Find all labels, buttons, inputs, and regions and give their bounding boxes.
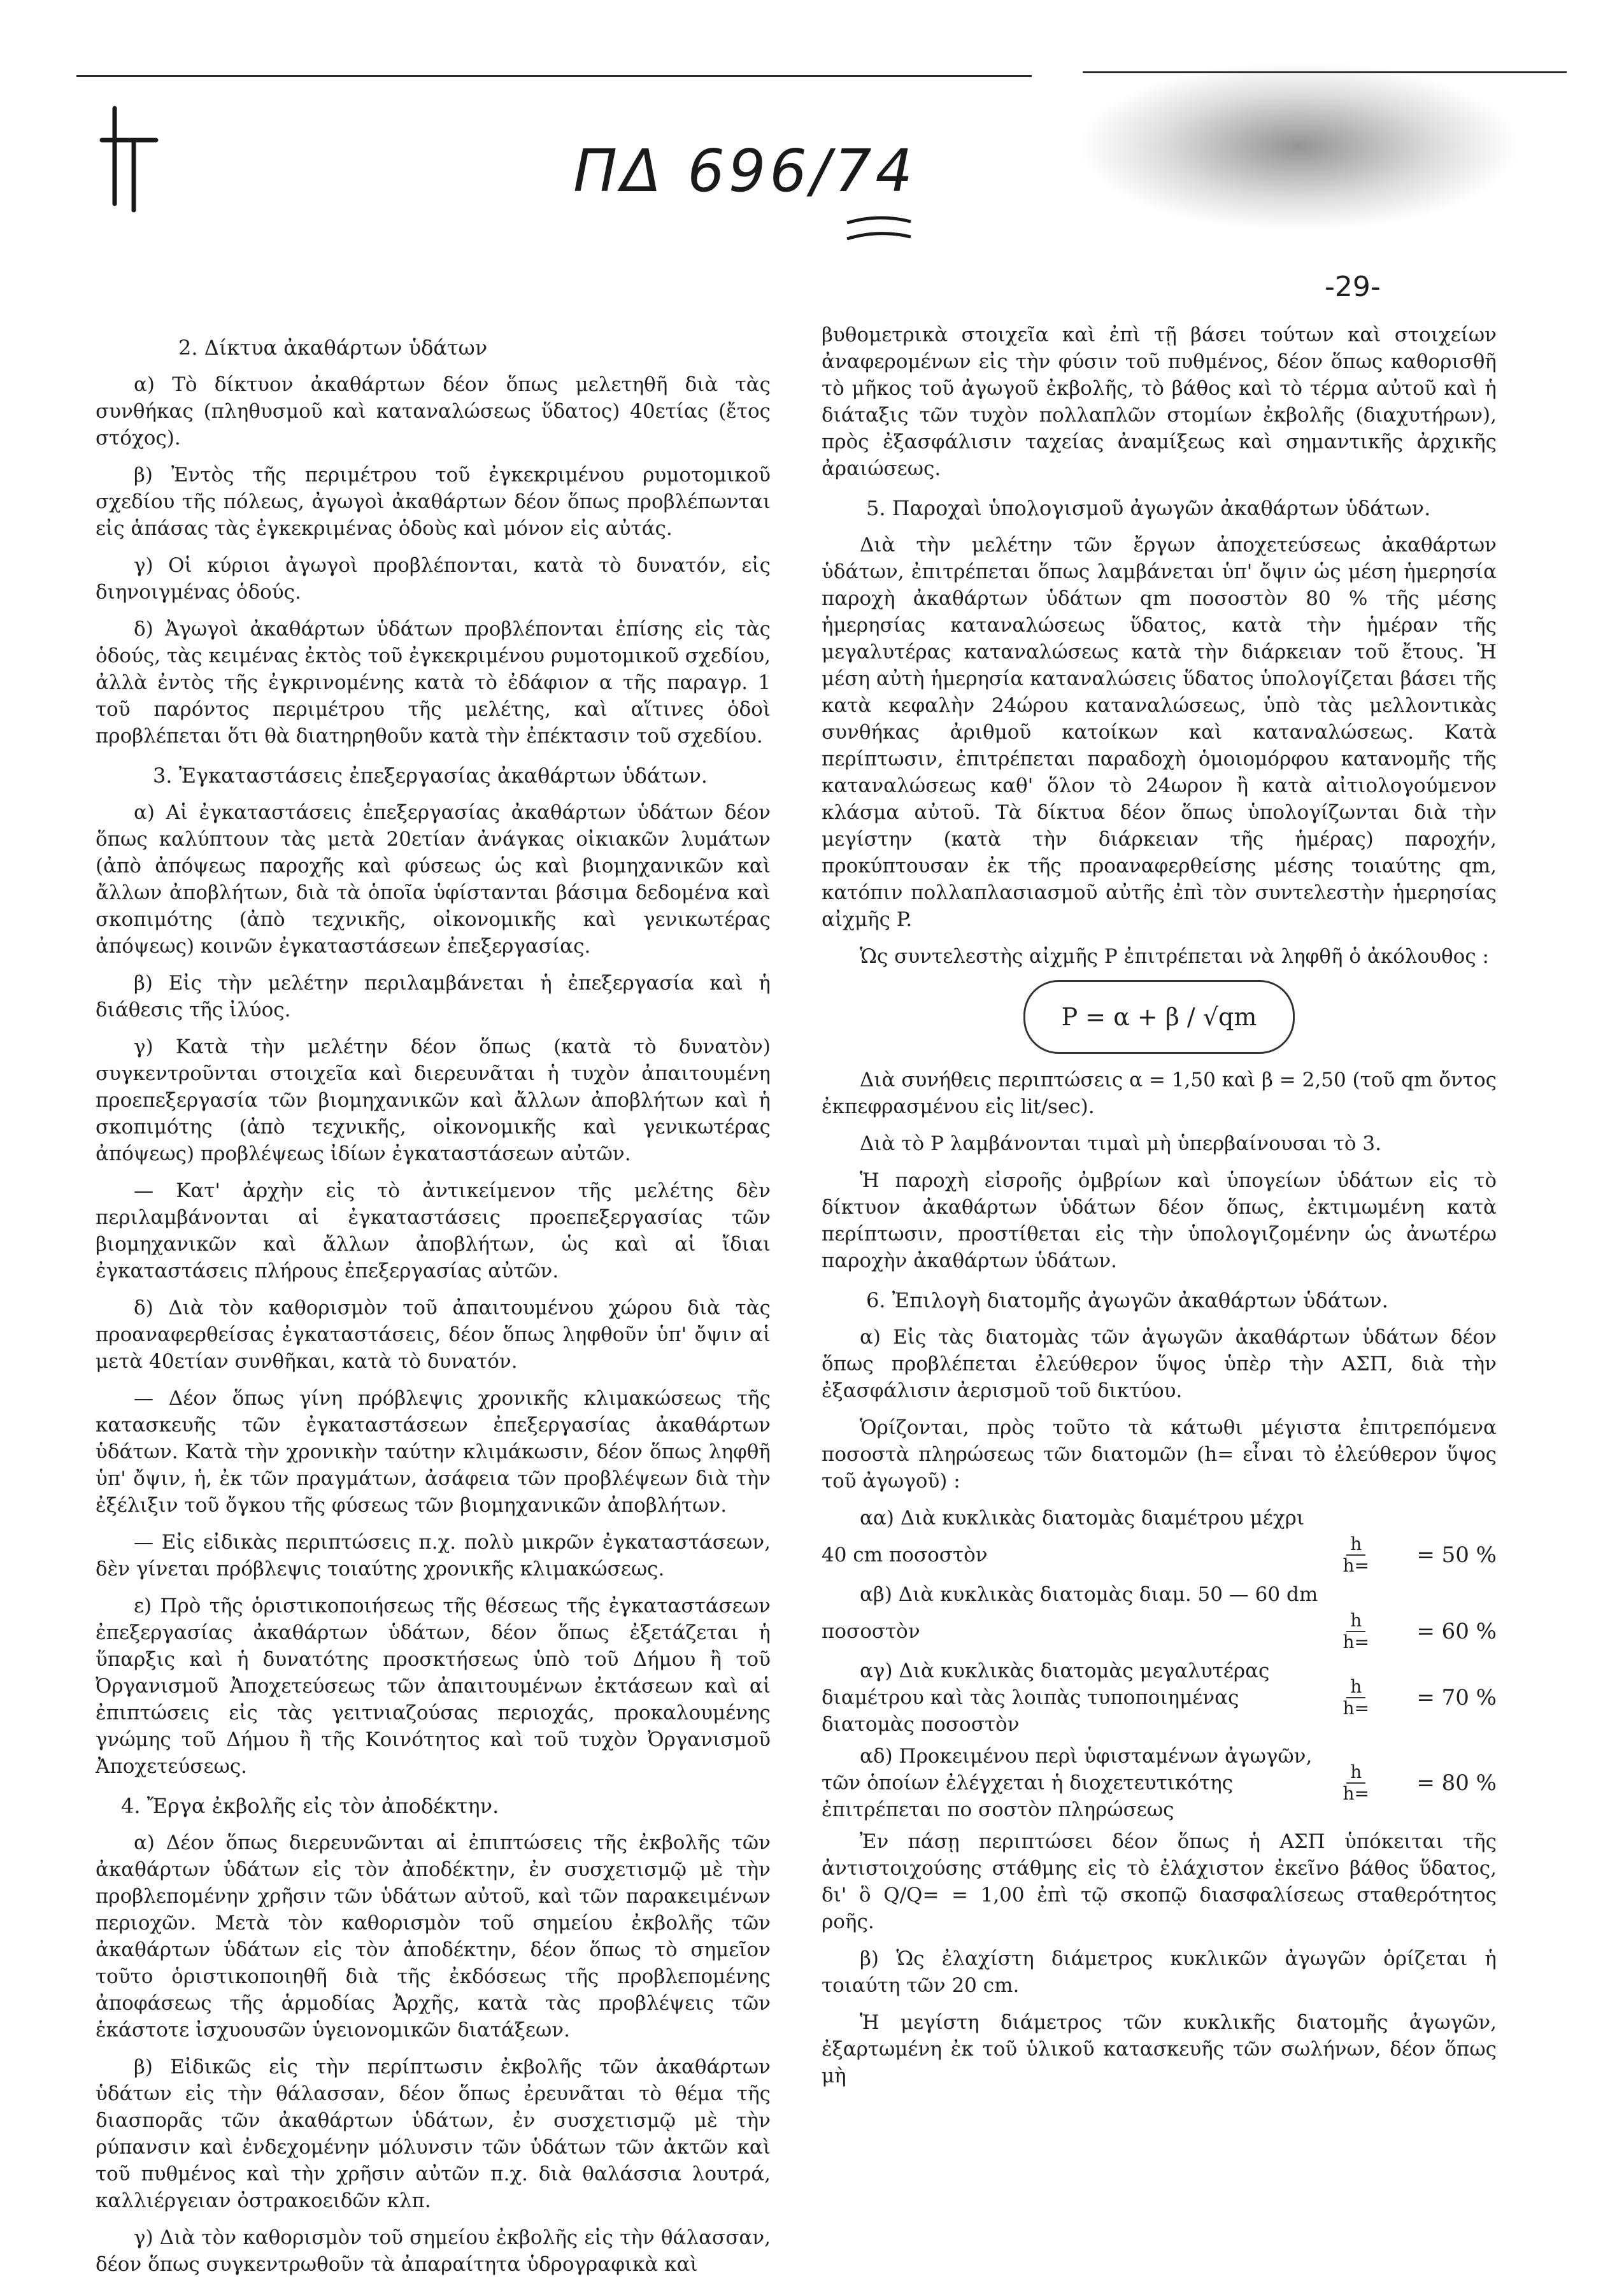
s6-a3: Ἐν πάσῃ περιπτώσει δέον ὅπως ἡ ΑΣΠ ὑπόκειται τῆς ἀντιστοιχούσης στάθμης εἰς τὸ ἐλάχιστον ἐκεῖνο βάθος ὕδατος, δι' ὃ Q/Q= = 1,00 ἐπὶ τῷ σκοπῷ διασφαλίσεως σταθερότητος ροῆς. [822, 1830, 1497, 1933]
s3-d-note-2: — Εἰς εἰδικὰς περιπτώσεις π.χ. πολὺ μικρῶν ἐγκαταστάσεων, δὲν γίνεται πρόβλεψις τοιαύτης χρονικῆς κλιμακώσεως. [96, 1531, 771, 1581]
s5-p4: Διὰ τὸ P λαμβάνονται τιμαὶ μὴ ὑπερβαίνουσαι τὸ 3. [860, 1132, 1381, 1155]
ad-fraction: $\frac{h}{h=}$ [1343, 1761, 1369, 1804]
aa-fraction: $\frac{h}{h=}$ [1343, 1533, 1369, 1576]
aa-label: αα) Διὰ κυκλικὰς διατομὰς διαμέτρου μέχρι [860, 1507, 1304, 1530]
right-column [822, 322, 1497, 2100]
aa-row [822, 1534, 1497, 1576]
section-6-title: 6. Ἐπιλογὴ διατομῆς ἀγωγῶν ἀκαθάρτων ὑδάτων. [866, 1288, 1388, 1312]
s6-b2: Ἡ μεγίστη διάμετρος τῶν κυκλικῆς διατομῆς ἀγωγῶν, ἐξαρτωμένη ἐκ τοῦ ὑλικοῦ κατασκευῆς τῶν σωλήνων, δέον ὅπως μὴ [822, 2011, 1497, 2087]
aa-value: = 50 % [1416, 1542, 1497, 1568]
left-column [96, 322, 771, 2288]
s2-b: β) Ἐντὸς τῆς περιμέτρου τοῦ ἐγκεκριμένου ρυμοτομικοῦ σχεδίου τῆς πόλεως, ἀγωγοὶ ἀκαθάρτων δέον ὅπως προβλέπωνται εἰς ἁπάσας τὰς ἐγκεκριμένας ὁδοὺς καὶ μόνον εἰς αὐτάς. [96, 464, 771, 540]
s6-a2: Ὁρίζονται, πρὸς τοῦτο τὰ κάτωθι μέγιστα ἐπιτρεπόμενα ποσοστὰ πληρώσεως τῶν διατομῶν (h= εἶναι τὸ ἐλεύθερον ὕψος τοῦ ἀγωγοῦ) : [822, 1416, 1497, 1493]
page-number: -29- [1325, 271, 1381, 303]
ag-row [822, 1658, 1497, 1738]
top-rule-left [76, 75, 1032, 77]
s3-c: γ) Κατὰ τὴν μελέτην δέον ὅπως (κατὰ τὸ δυνατὸν) συγκεντροῦνται στοιχεῖα καὶ διερευνᾶται ἡ τυχὸν ἀπαιτουμένη προεπεξεργασία τῶν βιομηχανικῶν καὶ ἄλλων ἀποβλήτων καὶ ἡ σκοπιμότης (ἀπὸ τεχνικῆς, οἰκονομικῆς καὶ γενικωτέρας ἀπόψεως) προβλέψεως ἰδίων ἐγκαταστάσεων αὐτῶν. [96, 1035, 771, 1165]
aa-row-label: 40 cm ποσοστὸν [822, 1544, 988, 1567]
s3-d-note-1: — Δέον ὅπως γίνη πρόβλεψις χρονικῆς κλιμακώσεως τῆς κατασκευῆς τῶν ἐγκαταστάσεων ἐπεξεργασίας ἀκαθάρτων ὑδάτων. Κατὰ τὴν χρονικὴν ταύτην κλιμάκωσιν, δέον ὅπως ληφθῆ ὑπ' ὄψιν, ἡ, ἐκ τῶν πραγμάτων, ἀσάφεια τῶν προβλέψεων διὰ τὴν ἐξέλιξιν τοῦ ὄγκου τῆς φύσεως τῶν βιομηχανικῶν ἀποβλήτων. [96, 1387, 771, 1517]
scan-smudge [1083, 64, 1516, 229]
s5-p1: Διὰ τὴν μελέτην τῶν ἔργων ἀποχετεύσεως ἀκαθάρτων ὑδάτων, ἐπιτρέπεται ὅπως λαμβάνεται ὑπ' ὄψιν ὡς μέση ἡμερησία παροχὴ ἀκαθάρτων ὑδάτων qm ποσοστὸν 80 % τῆς μέσης ἡμερησίας καταναλώσεως ὕδατος, κατὰ τὴν ἡμέραν τῆς μεγαλυτέρας καταναλώσεως κατὰ τὴν διάρκειαν τοῦ ἔτους. Ἡ μέση αὐτὴ ἡμερησία καταναλώσεις ὕδατος ὑπολογίζεται βάσει τῆς κατὰ κεφαλὴν 24ώρου καταναλώσεως, ὑπὸ τὰς μελλοντικὰς συνθήκας ἀριθμοῦ κατοίκων καὶ καταναλώσεως. Κατὰ περίπτωσιν, ἐπιτρέπεται παραδοχὴ ὁμοιομόρφου κατανομῆς τῆς καταναλώσεως καθ' ὅλον τὸ 24ωρον ἢ κατὰ αἰτιολογούμενον κλάσμα αὐτοῦ. Τὰ δίκτυα δέον ὅπως ὑπολογίζωνται διὰ τὴν μεγίστην (κατὰ τὴν διάρκειαν τῆς ἡμέρας) παροχήν, προκύπτουσαν ἐκ τῆς προαναφερθείσης μέσης τοιαύτης qm, κατόπιν πολλαπλασιασμοῦ αὐτῆς ἐπὶ τὸν συντελεστὴν ἡμερησίας αἰχμῆς P. [822, 534, 1497, 931]
s5-p5: Ἡ παροχὴ εἰσροῆς ὀμβρίων καὶ ὑπογείων ὑδάτων εἰς τὸ δίκτυον ἀκαθάρτων ὑδάτων δέον ὅπως, ἐκτιμωμένη κατὰ περίπτωσιν, προστίθεται εἰς τὴν ὑπολογιζομένην ὡς ἀνωτέρω παροχὴν ἀκαθάρτων ὑδάτων. [822, 1169, 1497, 1272]
s5-p3: Διὰ συνήθεις περιπτώσεις α = 1,50 καὶ β = 2,50 (τοῦ qm ὄντος ἐκπεφρασμένου εἰς lit/sec). [822, 1069, 1497, 1118]
s6-b: β) Ὡς ἐλαχίστη διάμετρος κυκλικῶν ἀγωγῶν ὁρίζεται ἡ τοιαύτη τῶν 20 cm. [822, 1947, 1497, 1997]
ag-value: = 70 % [1416, 1685, 1497, 1710]
ag-fraction: $\frac{h}{h=}$ [1343, 1676, 1369, 1719]
s6-a: α) Εἰς τὰς διατομὰς τῶν ἀγωγῶν ἀκαθάρτων ὑδάτων δέον ὅπως προβλέπεται ἐλεύθερον ὕψος ὑπὲρ τὴν ΑΣΠ, διὰ τὴν ἐξασφάλισιν ἀερισμοῦ τοῦ δικτύου. [822, 1326, 1497, 1402]
section-3-title: 3. Ἐγκαταστάσεις ἐπεξεργασίας ἀκαθάρτων ὑδάτων. [153, 764, 708, 788]
s4-a: α) Δέον ὅπως διερευνῶνται αἱ ἐπιπτώσεις τῆς ἐκβολῆς τῶν ἀκαθάρτων ὑδάτων εἰς τὸν ἀποδέκτην, ἐν συσχετισμῷ μὲ τὴν προβλεπομένην χρῆσιν τῶν ὑδάτων αὐτοῦ, καὶ τῶν παρακειμένων περιοχῶν. Μετὰ τὸν καθορισμὸν τοῦ σημείου ἐκβολῆς τῶν ἀκαθάρτων ὑδάτων εἰς τὸν ἀποδέκτην, δέον ὅπως τὸ σημεῖον τοῦτο ὁριστικοποιηθῆ διὰ τῆς ἐκδόσεως τῆς προβλεπομένης ἀποφάσεως τῆς ἁρμοδίας Ἀρχῆς, κατὰ τὰς προβλέψεις τῶν ἑκάστοτε ἰσχυουσῶν ὑγειονομικῶν διατάξεων. [96, 1831, 771, 2042]
handwritten-reference: ΠΔ 696/74 [573, 137, 917, 205]
s2-a: α) Τὸ δίκτυον ἀκαθάρτων δέον ὅπως μελετηθῆ διὰ τὰς συνθήκας (πληθυσμοῦ καὶ καταναλώσεως ὕδατος) 40ετίας (ἔτος στόχος). [96, 373, 771, 450]
ad-label: αδ) Προκειμένου περὶ ὑφισταμένων ἀγωγῶν, τῶν ὁποίων ἐλέγχεται ἡ διοχετευτικότης ἐπιτρέπεται πο σοστὸν πληρώσεως [822, 1745, 1313, 1821]
handwritten-underline [841, 210, 917, 248]
s2-c: γ) Οἱ κύριοι ἀγωγοὶ προβλέπονται, κατὰ τὸ δυνατόν, εἰς διηνοιγμένας ὁδούς. [96, 554, 771, 604]
ab-value: = 60 % [1416, 1619, 1497, 1644]
ad-row [822, 1743, 1497, 1823]
s4-b: β) Εἰδικῶς εἰς τὴν περίπτωσιν ἐκβολῆς τῶν ἀκαθάρτων ὑδάτων εἰς τὴν θάλασσαν, δέον ὅπως ἐρευνᾶται τὸ θέμα τῆς διασπορᾶς τῶν ἀκαθάρτων ὑδάτων, ἐν συσχετισμῷ μὲ τὴν ρύπανσιν καὶ ἐνδεχομένην μόλυνσιν τῶν ὑδάτων τῶν ἀκτῶν καὶ τοῦ πυθμένος καὶ τὴν χρῆσιν αὐτῶν π.χ. διὰ θαλάσσια λουτρά, καλλιέργειαν ὀστρακοειδῶν κλπ. [96, 2056, 771, 2212]
ab-row-label: ποσοστὸν [822, 1620, 920, 1643]
peak-factor-formula: P = α + β / √qm [1023, 980, 1295, 1054]
ab-fraction: $\frac{h}{h=}$ [1343, 1610, 1369, 1652]
s3-e: ε) Πρὸ τῆς ὁριστικοποιήσεως τῆς θέσεως τῆς ἐγκαταστάσεων ἐπεξεργασίας ἀκαθάρτων ὑδάτων, δέον ὅπως ἐξετάζεται ἡ ὕπαρξις καὶ ἡ δυνατότης προσκτήσεως ὑπὸ τοῦ Δήμου ἢ τοῦ Ὀργανισμοῦ Ἀποχετεύσεως τῶν ἀπαιτουμένων ἐκτάσεων καὶ αἱ ἐπιπτώσεις εἰς τὰς γειτνιαζούσας περιοχάς, προκαλουμένης γνώμης τοῦ Δήμου ἢ τῆς Κοινότητος καὶ τοῦ τυχὸν Ὀργανισμοῦ Ἀποχετεύσεως. [96, 1595, 771, 1778]
ab-row [822, 1610, 1497, 1652]
handwritten-corner-mark [96, 102, 166, 217]
section-4-title: 4. Ἔργα ἐκβολῆς εἰς τὸν ἀποδέκτην. [121, 1794, 499, 1818]
s4-c-continued: βυθομετρικὰ στοιχεῖα καὶ ἐπὶ τῇ βάσει τούτων καὶ στοιχείων ἀναφερομένων εἰς τὴν φύσιν τοῦ πυθμένος, δέον ὅπως καθορισθῆ τὸ μῆκος τοῦ ἀγωγοῦ ἐκβολῆς, τὸ βάθος καὶ τὸ τέρμα αὐτοῦ καὶ ἡ διάταξις τῶν τυχὸν πολλαπλῶν στομίων ἐκβολῆς (διαχυτήρων), πρὸς ἐξασφάλισιν ταχείας ἀναμίξεως καὶ σημαντικῆς ἀρχικῆς ἀραιώσεως. [822, 323, 1497, 480]
s3-a: α) Αἱ ἐγκαταστάσεις ἐπεξεργασίας ἀκαθάρτων ὑδάτων δέον ὅπως καλύπτουν τὰς μετὰ 20ετίαν ἀνάγκας οἰκιακῶν λυμάτων (ἀπὸ ἀπόψεως παροχῆς καὶ φύσεως ὡς καὶ βιομηχανικῶν καὶ ἄλλων ἀποβλήτων, διὰ τὰ ὁποῖα ὑφίστανται βάσιμα δεδομένα καὶ σκοπιμότης (ἀπὸ τεχνικῆς, οἰκονομικῆς καὶ γενικωτέρας ἀπόψεως) κοινῶν ἐγκαταστάσεων ἐπεξεργασίας. [96, 801, 771, 958]
s3-c-note: — Κατ' ἀρχὴν εἰς τὸ ἀντικείμενον τῆς μελέτης δὲν περιλαμβάνονται αἱ ἐγκαταστάσεις προεπεξεργασίας τῶν βιομηχανικῶν καὶ ἄλλων ἀποβλήτων, ὡς καὶ αἱ ἴδιαι ἐγκαταστάσεις πλήρους ἐπεξεργασίας αὐτῶν. [96, 1179, 771, 1283]
section-2-title: 2. Δίκτυα ἀκαθάρτων ὑδάτων [178, 336, 488, 360]
s4-c: γ) Διὰ τὸν καθορισμὸν τοῦ σημείου ἐκβολῆς εἰς τὴν θάλασσαν, δέον ὅπως συγκεντρωθοῦν τὰ ἀπαραίτητα ὑδρογραφικὰ καὶ [96, 2226, 771, 2276]
s3-b: β) Εἰς τὴν μελέτην περιλαμβάνεται ἡ ἐπεξεργασία καὶ ἡ διάθεσις τῆς ἰλύος. [96, 972, 771, 1021]
ab-label: αβ) Διὰ κυκλικὰς διατομὰς διαμ. 50 — 60 dm [860, 1583, 1318, 1606]
s3-d: δ) Διὰ τὸν καθορισμὸν τοῦ ἀπαιτουμένου χώρου διὰ τὰς προαναφερθείσας ἐγκαταστάσεις, δέον ὅπως ληφθοῦν ὑπ' ὄψιν αἱ μετὰ 40ετίαν συνθῆκαι, κατὰ τὸ δυνατόν. [96, 1297, 771, 1373]
ad-value: = 80 % [1416, 1770, 1497, 1796]
section-5-title: 5. Παροχαὶ ὑπολογισμοῦ ἀγωγῶν ἀκαθάρτων ὑδάτων. [866, 496, 1431, 520]
ag-label: αγ) Διὰ κυκλικὰς διατομὰς μεγαλυτέρας διαμέτρου καὶ τὰς λοιπὰς τυποποιημένας διατομὰς ποσοστὸν [822, 1659, 1270, 1736]
s2-d: δ) Ἀγωγοὶ ἀκαθάρτων ὑδάτων προβλέπονται ἐπίσης εἰς τὰς ὁδούς, τὰς κειμένας ἐκτὸς τοῦ ἐγκεκριμένου ρυμοτομικοῦ σχεδίου, ἀλλὰ ἐντὸς τῆς ἐγκρινομένης κατὰ τὸ ἐδάφιον α τῆς παραγρ. 1 τοῦ παρόντος περιμέτρου τῆς μελέτης, καὶ αἵτινες ὁδοὶ προβλέπεται ὅτι θὰ διατηρηθοῦν κατὰ τὴν ἐπέκτασιν τοῦ σχεδίου. [96, 618, 771, 748]
s5-p2: Ὡς συντελεστὴς αἰχμῆς P ἐπιτρέπεται νὰ ληφθῆ ὁ ἀκόλουθος : [860, 945, 1489, 968]
